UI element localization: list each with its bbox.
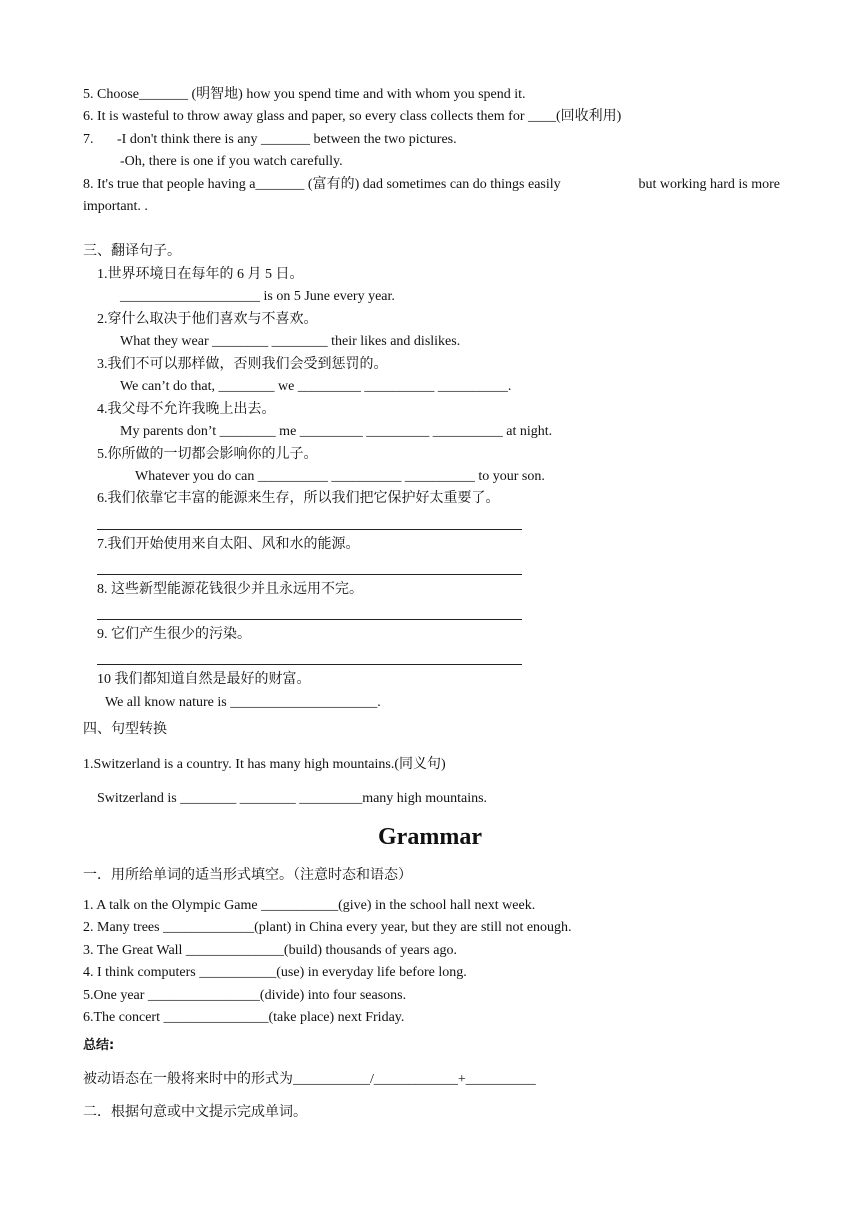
translate-5-cn: 5.你所做的一切都会影响你的儿子。 <box>97 447 318 462</box>
grammar-section-1-heading: 一．用所给单词的适当形式填空。（注意时态和语态） <box>83 868 412 883</box>
translate-3-en: We can’t do that, ________ we _________ __________ __________. <box>120 379 512 394</box>
item-5: 5. Choose_______ (明智地) how you spend time and with whom you spend it. <box>83 87 526 102</box>
translate-4-en: My parents don’t ________ me _________ _________ __________ at night. <box>120 424 553 439</box>
grammar-item-4: 4. I think computers ___________(use) in everyday life before long. <box>83 965 467 980</box>
translate-4-cn: 4.我父母不允许我晚上出去。 <box>97 402 276 417</box>
summary-text: 被动语态在一般将来时中的形式为___________/____________+__________ <box>83 1072 536 1087</box>
grammar-item-2: 2. Many trees _____________(plant) in China every year, but they are still not enough. <box>83 920 572 935</box>
translate-1-cn: 1.世界环境日在每年的 6 月 5 日。 <box>97 267 304 282</box>
summary-label: 总结: <box>83 1038 115 1053</box>
item-7-number: 7. <box>83 132 94 147</box>
translate-1-en: ____________________ is on 5 June every year. <box>120 289 395 304</box>
translate-6-cn: 6.我们依靠它丰富的能源来生存，所以我们把它保护好太重要了。 <box>97 491 500 506</box>
item-7-line-b: -Oh, there is one if you watch carefully. <box>120 154 343 169</box>
grammar-section-2-heading: 二．根据句意或中文提示完成单词。 <box>83 1105 307 1120</box>
answer-line-9 <box>97 664 522 665</box>
grammar-item-1: 1. A talk on the Olympic Game ___________(give) in the school hall next week. <box>83 898 536 913</box>
transform-1-answer: Switzerland is ________ ________ _________many high mountains. <box>97 791 488 806</box>
grammar-title: Grammar <box>378 824 482 850</box>
translate-8-cn: 8. 这些新型能源花钱很少并且永远用不完。 <box>97 582 363 597</box>
grammar-item-6: 6.The concert _______________(take place) next Friday. <box>83 1010 405 1025</box>
item-7-line-a: -I don't think there is any _______ between the two pictures. <box>117 132 457 147</box>
grammar-item-3: 3. The Great Wall ______________(build) thousands of years ago. <box>83 943 457 958</box>
item-8-part-b: but working hard is more <box>638 177 780 192</box>
item-8-line-a <box>83 176 780 194</box>
section-3-heading: 三、翻译句子。 <box>83 244 181 259</box>
translate-2-cn: 2.穿什么取决于他们喜欢与不喜欢。 <box>97 312 318 327</box>
translate-10-cn: 10 我们都知道自然是最好的财富。 <box>97 672 311 687</box>
translate-7-cn: 7.我们开始使用来自太阳、风和水的能源。 <box>97 537 360 552</box>
item-8-line-b: important. . <box>83 199 148 214</box>
grammar-item-5: 5.One year ________________(divide) into four seasons. <box>83 988 407 1003</box>
item-8-part-a: 8. It's true that people having a_______ (富有的) dad sometimes can do things easily <box>83 177 561 192</box>
translate-5-en: Whatever you do can __________ __________ __________ to your son. <box>135 469 545 484</box>
transform-1-question: 1.Switzerland is a country. It has many high mountains.(同义句) <box>83 757 446 772</box>
answer-line-6 <box>97 529 522 530</box>
answer-line-7 <box>97 574 522 575</box>
translate-2-en: What they wear ________ ________ their likes and dislikes. <box>120 334 461 349</box>
section-4-heading: 四、句型转换 <box>83 722 167 737</box>
translate-9-cn: 9. 它们产生很少的污染。 <box>97 627 251 642</box>
translate-10-en: We all know nature is _____________________. <box>105 695 381 710</box>
translate-3-cn: 3.我们不可以那样做，否则我们会受到惩罚的。 <box>97 357 388 372</box>
answer-line-8 <box>97 619 522 620</box>
item-6: 6. It is wasteful to throw away glass and paper, so every class collects them for ____(回收利用) <box>83 109 622 124</box>
